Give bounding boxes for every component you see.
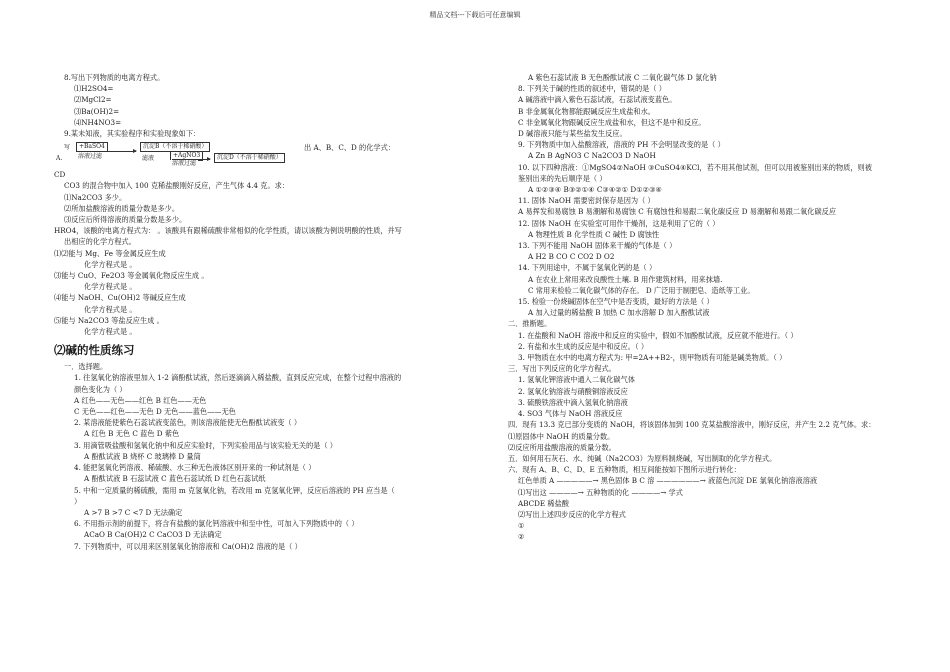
flow-write: 写 bbox=[64, 144, 71, 152]
q10-line: ⑴⑵能与 Mg、Fe 等金属反应生成 bbox=[54, 248, 166, 258]
right-question-line: D 碱溶液只能与某些盐发生反应。 bbox=[518, 129, 627, 139]
right-question-line: ⑵写出上述四步反应的化学方程式 bbox=[518, 509, 626, 519]
q10-line: ⑶能与 CuO、Fe2O3 等金属氧化物反应生成 。 bbox=[54, 271, 209, 281]
right-question-line: 11. 固体 NaOH 需要密封保存是因为（ ） bbox=[518, 196, 655, 206]
right-question-line: A 物理性质 B 化学性质 C 碱性 D 腐蚀性 bbox=[528, 229, 660, 239]
q10-line: ⑴Na2CO3 多少。 bbox=[64, 192, 127, 202]
right-question-line: 鉴别出来的先后顺序是（ ） bbox=[518, 173, 607, 183]
choice-question-line: A 红色 B 无色 C 蓝色 D 紫色 bbox=[84, 429, 180, 439]
right-question-line: A 易挥发和易腐蚀 B 易潮解和易腐蚀 C 有腐蚀性和易跟二氧化碳反应 D 易潮解和易跟二氧化碳反应 bbox=[518, 207, 837, 217]
right-column bbox=[508, 72, 918, 543]
choice-questions bbox=[54, 372, 474, 551]
flow-arrow-1 bbox=[76, 151, 136, 152]
q10-line: 化学方程式是 。 bbox=[84, 304, 137, 314]
choice-question-line: 颜色变化为（ ） bbox=[74, 384, 127, 394]
choice-question-line: A 酚酞试液 B 烧杯 C 玻璃棒 D 量筒 bbox=[84, 451, 201, 461]
q10-line: ⑸能与 Na2CO3 等盐反应生成 。 bbox=[54, 315, 164, 325]
q10-line: HRO4，该酸的电离方程式为： 。该酸具有跟稀硫酸非常相似的化学性质，请以该酸为例说明酸的性质，并写 bbox=[54, 226, 402, 236]
q10-line: ⑶反应后所得溶液的质量分数是多少。 bbox=[64, 215, 187, 225]
right-question-line: ① bbox=[518, 521, 525, 531]
flow-reagent-2: +AgNO3 bbox=[170, 151, 203, 161]
right-question-line: 1. 在盐酸和 NaOH 溶液中和反应的实验中，假如不加酚酞试液，反应就不能进行。（ ） bbox=[518, 330, 798, 340]
left-column bbox=[54, 72, 474, 552]
right-question-line: 8. 下列关于碱的性质的叙述中，错误的是（ ） bbox=[518, 84, 666, 94]
right-question-line: 12. 固体 NaOH 在实验室可用作干燥剂，这是利用了它的（ ） bbox=[518, 218, 720, 228]
q8-line: ⑵MgCl2= bbox=[74, 95, 112, 105]
choice-question-line: 7. 下列物质中，可以用来区别氢氧化钠溶液和 Ca(OH)2 溶液的是（ ） bbox=[74, 541, 302, 551]
flow-question-text: 出 A、B、C、D 的化学式： bbox=[304, 143, 395, 153]
q10-line: CD bbox=[54, 170, 66, 180]
right-question-line: 六．现有 A、B、C、D、E 五种物质，相互间能按如下图所示进行转化： bbox=[508, 465, 741, 475]
q8-line: ⑶Ba(OH)2= bbox=[74, 106, 120, 116]
right-question-line: 10. 以下四种溶液：①MgSO4②NaOH ③CuSO4④KCl，若不用其他试剂，但可以用被鉴别出来的物质，则被 bbox=[518, 162, 872, 172]
right-question-line: 三．写出下列反应的化学方程式。 bbox=[508, 364, 616, 374]
choice-question-line: A 酚酞试液 B 石蕊试液 C 蓝色石蕊试纸 D 红色石蕊试纸 bbox=[84, 474, 266, 484]
flow-filtrate: 滤液 bbox=[142, 155, 155, 163]
q10-line: 出相应的化学方程式。 bbox=[64, 237, 136, 247]
right-question-line: ABCDE 稀盐酸 bbox=[518, 498, 569, 508]
q10-line: ⑷能与 NaOH、Cu(OH)2 等碱反应生成 bbox=[54, 293, 186, 303]
flow-filter-1: 溶液过滤 bbox=[78, 153, 103, 161]
right-question-line: 二．推断题。 bbox=[508, 319, 552, 329]
right-question-line: A 在农业上常用来改良酸性土壤. B 用作建筑材料，用来抹墙. bbox=[528, 274, 723, 284]
right-question-line: 15. 检验一份烧碱固体在空气中是否变质，最好的方法是（ ） bbox=[518, 297, 714, 307]
right-question-line: A 紫色石蕊试液 B 无色酚酞试液 C 二氧化碳气体 D 氯化钠 bbox=[528, 73, 717, 82]
right-question-line: A ①②③④ B③②①④ C③④②① D①②③④ bbox=[528, 185, 662, 195]
question-8-block bbox=[54, 72, 474, 139]
right-question-line: C 常用来检验二氧化碳气体的存在。 D 广泛用于制肥皂、造纸等工业。 bbox=[528, 285, 755, 295]
right-question-line: 14. 下列用途中，不属于氢氧化钙的是（ ） bbox=[518, 263, 657, 273]
right-question-line: ⑵反应所用盐酸溶液的质量分数。 bbox=[508, 442, 616, 452]
q8-line: ⑷NH4NO3= bbox=[74, 117, 122, 127]
right-question-line: 红色单质 A —————→ 黑色固体 B C 溶 ——————→ 液蓝色沉淀 DE 氯氧化钠溶液溶液 bbox=[518, 476, 818, 486]
q10-line: CO3 的混合物中加入 100 克稀盐酸刚好反应，产生气体 4.4 克。求： bbox=[64, 181, 290, 191]
choice-question-line: 5. 中和一定质量的稀硫酸，需用 m 克氢氧化钠，若改用 m 克氢氧化钾，反应后溶液的 PH 应当是（ bbox=[74, 485, 395, 495]
right-question-line: 五．如何用石灰石、水、纯碱（Na2CO3）为原料制烧碱，写出制取的化学方程式。 bbox=[508, 453, 777, 463]
right-question-line: ② bbox=[518, 532, 525, 542]
q8-line: 8.写出下列物质的电离方程式。 bbox=[64, 73, 165, 82]
flow-precipitate-d: 沉淀D（不溶于稀硝酸） bbox=[214, 153, 285, 163]
q10-line: 化学方程式是 。 bbox=[84, 282, 137, 292]
experiment-flow-diagram bbox=[54, 141, 474, 167]
choice-question-line: A 红色——无色——红色 B 红色——无色 bbox=[74, 395, 207, 405]
choice-question-line: 4. 能把氢氧化钙溶液、稀硫酸、水三种无色液体区别开来的一种试剂是（ ） bbox=[74, 463, 316, 473]
right-question-line: 2. 氢氧化钠溶液与硝酸铜溶液反应 bbox=[518, 386, 628, 396]
flow-precipitate-b: 沉淀B（不溶于稀硝酸） bbox=[140, 142, 210, 152]
right-question-line: A H2 B CO C CO2 D O2 bbox=[528, 252, 615, 262]
q10-line: 化学方程式是 。 bbox=[84, 327, 137, 337]
right-question-line: 2. 有盐和水生成的反应是中和反应。（ ） bbox=[518, 341, 649, 351]
right-question-line: 13. 下列不能用 NaOH 固体来干燥的气体是（ ） bbox=[518, 241, 677, 251]
part-1-heading: 一．选择题。 bbox=[64, 362, 108, 372]
q10-line: 化学方程式是 。 bbox=[84, 259, 137, 269]
page-header: 精品文档---下载后可任意编辑 bbox=[429, 11, 521, 19]
right-question-line: 4. SO3 气体与 NaOH 溶液反应 bbox=[518, 409, 623, 419]
choice-question-line: ACaO B Ca(OH)2 C CaCO3 D 无法确定 bbox=[84, 530, 222, 540]
right-question-line: ⑴原固体中 NaOH 的质量分数。 bbox=[508, 431, 615, 441]
right-question-line: A Zn B AgNO3 C Na2CO3 D NaOH bbox=[528, 151, 656, 161]
q10-line: ⑵所加盐酸溶液的质量分数是多少。 bbox=[64, 203, 180, 213]
right-question-line: 四．现有 13.3 克已部分变质的 NaOH，将该固体加到 100 克某盐酸溶液中，刚好反应，并产生 2.2 克气体。求： bbox=[508, 420, 876, 430]
flow-filter-2: 溶液过滤 bbox=[172, 160, 197, 168]
flow-arrow-2 bbox=[172, 159, 210, 160]
right-question-line: A 加入过量的稀盐酸 B 加热 C 加水溶解 D 加入酚酞试液 bbox=[528, 308, 710, 318]
choice-question-line: 3. 用滴管吸盐酸和氢氧化钠中和反应实验时，下列实验用品与该实验无关的是（ ） bbox=[74, 440, 337, 450]
flow-reagent-1: +BaSO4 bbox=[76, 142, 108, 152]
right-question-line: 3. 甲物质在水中的电离方程式为: 甲=2A++B2-，则甲物质有可能是碱类物质。（ ） bbox=[518, 353, 787, 363]
right-question-line: A 碱溶液中滴入紫色石蕊试液，石蕊试液变蓝色。 bbox=[518, 95, 677, 105]
right-question-line: ⑴写出这 ————→ 五种物质的化 ————→ 学式 bbox=[518, 487, 683, 497]
section-title: ⑵碱的性质练习 bbox=[54, 343, 135, 358]
right-question-line: 3. 硫酸铁溶液中滴入氢氧化钠溶液 bbox=[518, 397, 628, 407]
right-question-line: 9. 下列物质中加入盐酸溶液，溶液的 PH 不会明显改变的是（ ） bbox=[518, 140, 725, 150]
q8-line: ⑴H2SO4= bbox=[74, 84, 114, 94]
question-10-block bbox=[54, 169, 474, 337]
q8-line: 9.某未知液，其实验程序和实验现象如下： bbox=[64, 129, 201, 139]
choice-question-line: C 无色——红色——无色 D 无色——蓝色——无色 bbox=[74, 407, 236, 417]
right-question-line: 1. 氢氧化钾溶液中通入二氧化碳气体 bbox=[518, 375, 635, 385]
choice-question-line: ） bbox=[74, 496, 82, 506]
right-question-line: B 非金属氧化物都能跟碱反应生成盐和水。 bbox=[518, 106, 655, 116]
choice-question-line: 1. 往氢氧化钠溶液里加入 1-2 滴酚酞试液，然后逐滴滴入稀盐酸，直到反应完成，在整个过程中溶液的 bbox=[74, 373, 402, 383]
choice-question-line: 6. 不用指示剂的前提下，将含有盐酸的氯化钙溶液中和至中性，可加入下列物质中的（ ） bbox=[74, 519, 359, 529]
right-question-line: C 非金属氧化物跟碱反应生成盐和水，但这不是中和反应。 bbox=[518, 117, 706, 127]
choice-question-line: A >7 B >7 C <7 D 无法确定 bbox=[84, 507, 183, 517]
choice-question-line: 2. 某溶液能使紫色石蕊试液变蓝色，则该溶液能使无色酚酞试液变（ ） bbox=[74, 418, 302, 428]
flow-a-label: A. bbox=[56, 155, 63, 163]
